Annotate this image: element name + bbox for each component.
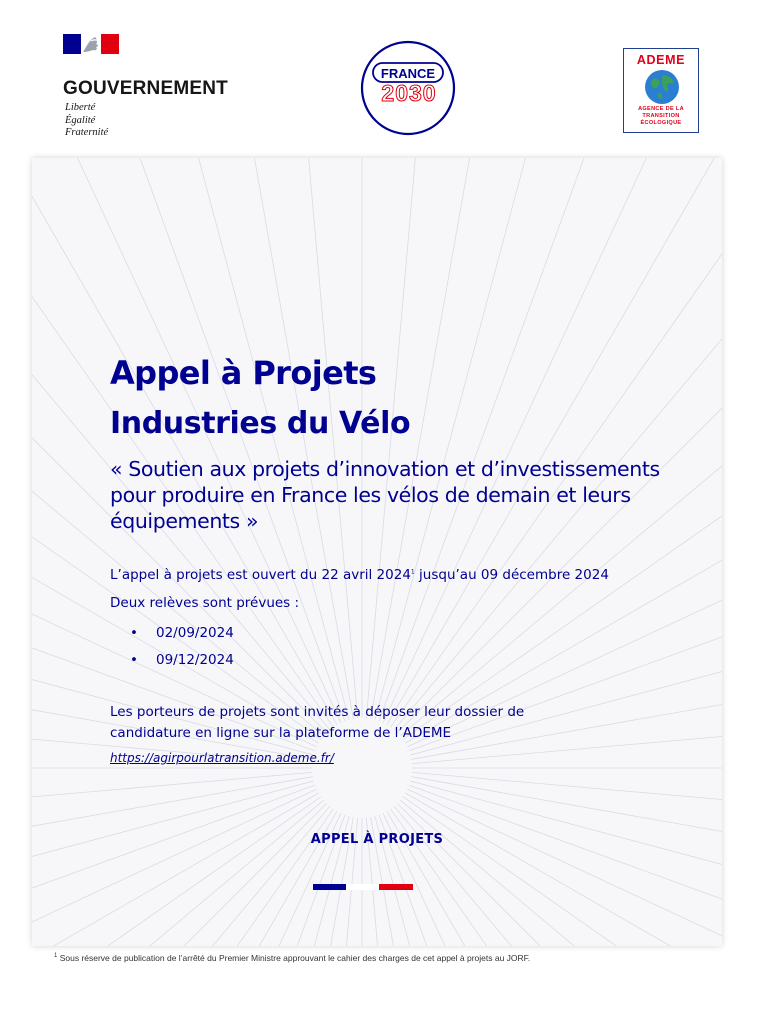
motto-line: Égalité [65,114,96,126]
background-ray [400,800,722,946]
ademe-subtitle [624,106,698,126]
background-ray [32,806,330,946]
motto-line: Liberté [65,102,96,113]
background-ray [397,803,722,946]
background-ray [400,158,722,736]
ademe-subtitle-line: ÉCOLOGIQUE [640,119,682,126]
background-ray [412,772,722,864]
footnote [54,953,530,963]
marianne-flag-icon [63,34,119,54]
radial-lines-background [32,158,722,946]
footnote-marker: 1 [410,568,415,576]
background-ray [32,772,312,864]
tricolor-blue [313,884,346,890]
background-ray [405,793,722,946]
background-ray [32,793,319,946]
government-motto [65,102,165,140]
cover-card [32,158,722,946]
background-ray [407,789,722,946]
footnote-number: 1 [54,953,58,960]
background-ray [394,806,722,946]
footnote-text: Sous réserve de publication de l’arrêté du Premier Ministre approuvant le cahier des charges de cet appel à projets au JORF. [57,953,531,963]
dates-text-end: jusqu’au 09 décembre 2024 [414,567,609,583]
background-ray [32,789,317,946]
project-quote: « Soutien aux projets d’innovation et d’investissements pour produire en France les vélos de demain et leurs équipements » [110,457,660,533]
background-ray [391,809,722,946]
ademe-logo [623,48,699,133]
tricolor-white [346,884,379,890]
background-ray [391,158,722,727]
background-ray [32,781,314,946]
tricolor-bar [313,884,413,890]
background-ray [32,803,327,946]
releves-list [130,620,234,674]
france-2030-line2: 2030 [381,80,437,106]
tricolor-red [379,884,413,890]
background-ray [394,158,722,730]
ademe-name: ADEME [636,53,686,67]
document-type-badge: APPEL À PROJETS [310,832,444,847]
background-ray [409,785,722,946]
background-ray [32,785,315,946]
releve-date: 09/12/2024 [156,652,234,668]
background-ray [397,158,722,733]
background-ray [383,158,722,723]
page-subtitle: Industries du Vélo [110,406,411,441]
releve-date: 02/09/2024 [156,625,234,641]
ademe-platform-link[interactable]: https://agirpourlatransition.ademe.fr/ [110,751,334,765]
france-2030-line1: FRANCE [380,66,436,81]
page-title: Appel à Projets [110,354,377,392]
bullet-icon: • [130,652,138,668]
bullet-icon: • [130,625,138,641]
government-title: GOUVERNEMENT [63,78,228,99]
call-dates [110,567,609,583]
motto-line: Fraternité [65,127,109,138]
france-2030-logo [360,40,456,136]
background-ray [32,800,324,946]
globe-icon [644,69,680,105]
application-instructions: Les porteurs de projets sont invités à déposer leur dossier de candidature en ligne sur la plateforme de l’ADEME [110,704,525,741]
background-ray [379,158,722,721]
list-item [130,620,234,647]
dates-text-start: L’appel à projets est ouvert du 22 avril 2024 [110,567,411,583]
background-ray [32,777,313,946]
ademe-subtitle-line: AGENCE DE LA [638,106,684,112]
ademe-subtitle-line: TRANSITION [642,112,680,119]
background-ray [375,158,647,720]
background-ray [411,777,722,946]
list-item [130,647,234,674]
background-ray [387,158,722,725]
releves-label: Deux relèves sont prévues : [110,595,300,611]
